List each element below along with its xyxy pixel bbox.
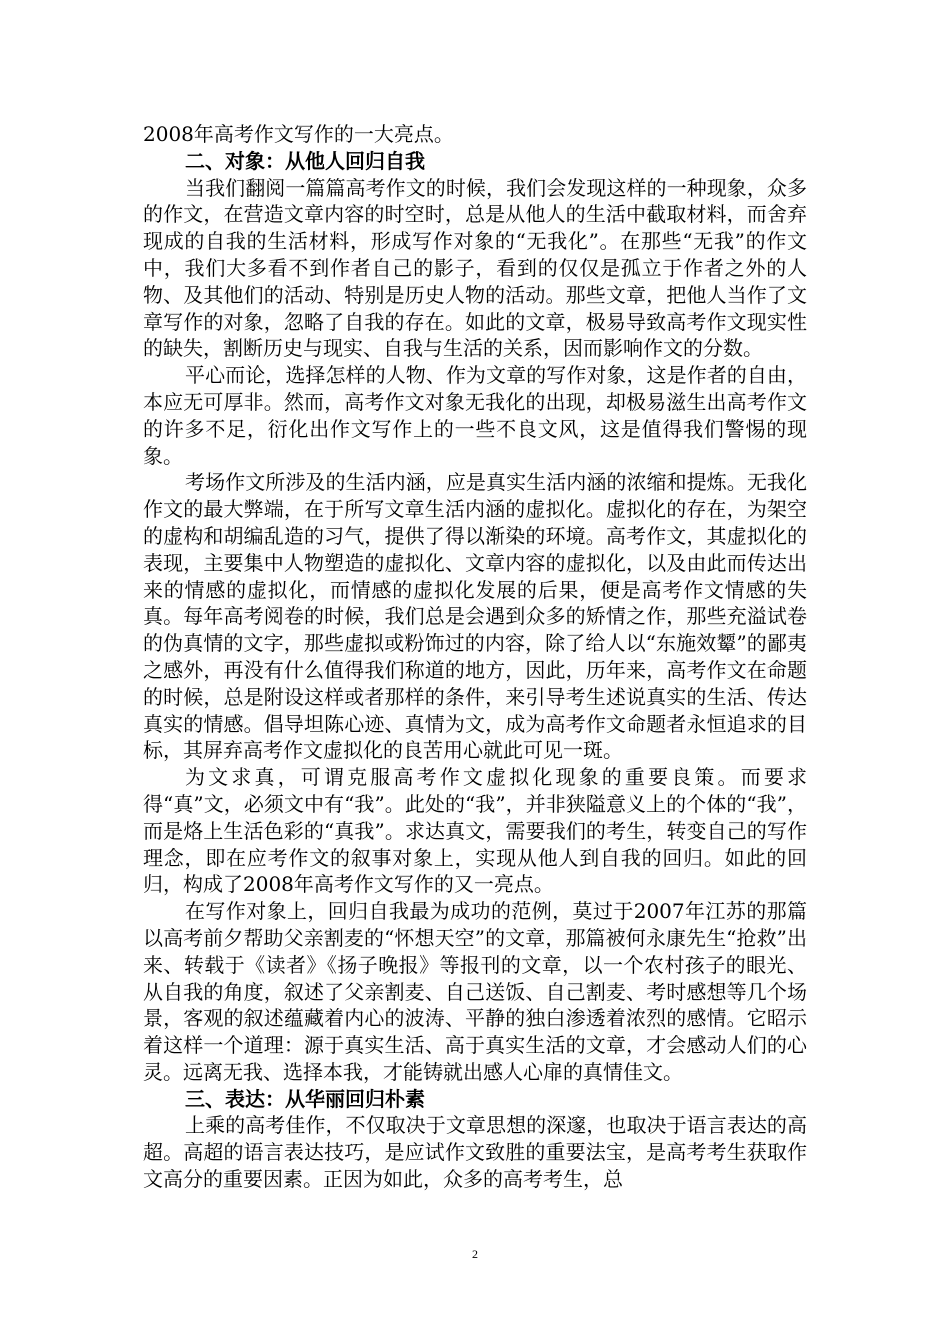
section-heading-object: 二、对象：从他人回归自我 <box>185 148 425 173</box>
paragraph: 在写作对象上，回归自我最为成功的范例，莫过于2007年江苏的那篇以高考前夕帮助父亲割麦的“怀想天空”的文章，那篇被何永康先生“抢救”出来、转载于《读者》《扬子晚报》等报刊的文章，以一个农村孩子的眼光、从自我的角度，叙述了父亲割麦、自己送饭、自己割麦、考时感想等几个场景，客观的叙述蕴藏着内心的波涛、平静的独白渗透着浓烈的感情。它昭示着这样一个道理：源于真实生活、高于真实生活的文章，才会感动人们的心灵。远离无我、选择本我，才能铸就出感人心扉的真情佳文。 <box>143 899 807 1084</box>
paragraph: 考场作文所涉及的生活内涵，应是真实生活内涵的浓缩和提炼。无我化作文的最大弊端，在于所写文章生活内涵的虚拟化。虚拟化的存在，为架空的虚构和胡编乱造的习气，提供了得以渐染的环境。高考作文，其虚拟化的表现，主要集中人物塑造的虚拟化、文章内容的虚拟化，以及由此而传达出来的情感的虚拟化，而情感的虚拟化发展的后果，便是高考作文情感的失真。每年高考阅卷的时候，我们总是会遇到众多的矫情之作，那些充溢试卷的伪真情的文字，那些虚拟或粉饰过的内容，除了给人以“东施效颦”的鄙夷之感外，再没有什么值得我们称道的地方，因此，历年来，高考作文在命题的时候，总是附设这样或者那样的条件，来引导考生述说真实的生活、传达真实的情感。倡导坦陈心迹、真情为文，成为高考作文命题者永恒追求的目标，其屏弃高考作文虚拟化的良苦用心就此可见一斑。 <box>143 470 807 763</box>
paragraph: 平心而论，选择怎样的人物、作为文章的写作对象，这是作者的自由，本应无可厚非。然而，高考作文对象无我化的出现，却极易滋生出高考作文的许多不足，衍化出作文写作上的一些不良文风，这是值得我们警惕的现象。 <box>143 363 807 468</box>
paragraph: 上乘的高考佳作，不仅取决于文章思想的深邃，也取决于语言表达的高超。高超的语言表达技巧，是应试作文致胜的重要法宝，是高考考生获取作文高分的重要因素。正因为如此，众多的高考考生，总 <box>143 1113 807 1192</box>
paragraph: 为文求真，可谓克服高考作文虚拟化现象的重要良策。而要求得“真”文，必须文中有“我”。此处的“我”，并非狭隘意义上的个体的“我”，而是烙上生活色彩的“真我”。求达真文，需要我们的考生，转变自己的写作理念，即在应考作文的叙事对象上，实现从他人到自我的回归。如此的回归，构成了2008年高考作文写作的又一亮点。 <box>143 765 807 897</box>
paragraph: 当我们翻阅一篇篇高考作文的时候，我们会发现这样的一种现象，众多的作文，在营造文章内容的时空时，总是从他人的生活中截取材料，而舍弃现成的自我的生活材料，形成写作对象的“无我化”。在那些“无我”的作文中，我们大多看不到作者自己的影子，看到的仅仅是孤立于作者之外的人物、及其他们的活动、特别是历史人物的活动。那些文章，把他人当作了文章写作的对象，忽略了自我的存在。如此的文章，极易导致高考作文现实性的缺失，割断历史与现实、自我与生活的关系，因而影响作文的分数。 <box>143 175 807 361</box>
page-number: 2 <box>472 1247 478 1261</box>
document-body <box>143 121 807 1193</box>
section-heading-expression: 三、表达：从华丽回归朴素 <box>185 1086 425 1111</box>
paragraph-continuation: 2008年高考作文写作的一大亮点。 <box>143 122 454 146</box>
